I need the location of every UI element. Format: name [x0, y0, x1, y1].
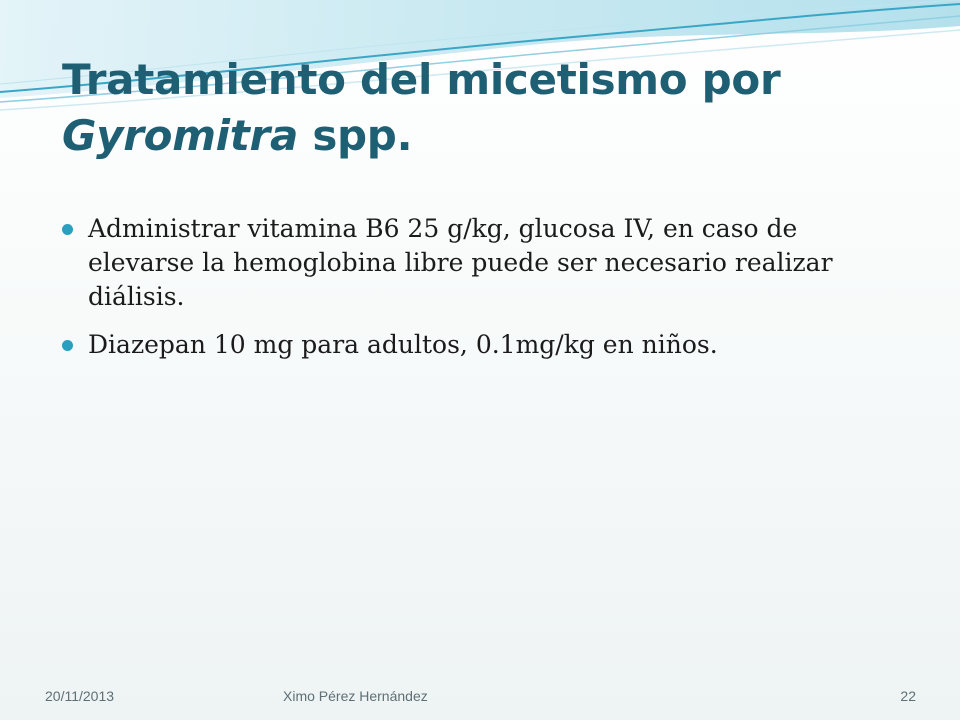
bullet-list	[62, 212, 882, 376]
bullet-item	[62, 328, 882, 362]
bullet-item	[62, 212, 882, 314]
title-suffix: spp.	[298, 111, 413, 160]
bullet-dot-icon	[62, 340, 73, 351]
bullet-text: Administrar vitamina B6 25 g/kg, glucosa IV, en caso de elevarse la hemoglobina libre puede ser necesario realizar diálisis.	[88, 214, 833, 311]
title-line-1: Tratamiento del micetismo por	[62, 55, 781, 104]
slide-title	[62, 52, 922, 164]
footer-date: 20/11/2013	[45, 688, 115, 704]
bullet-text: Diazepan 10 mg para adultos, 0.1mg/kg en niños.	[88, 330, 718, 359]
title-genus: Gyromitra	[62, 111, 299, 160]
footer-page-number: 22	[900, 688, 916, 704]
bullet-dot-icon	[62, 224, 73, 235]
footer-author: Ximo Pérez Hernández	[283, 688, 428, 704]
